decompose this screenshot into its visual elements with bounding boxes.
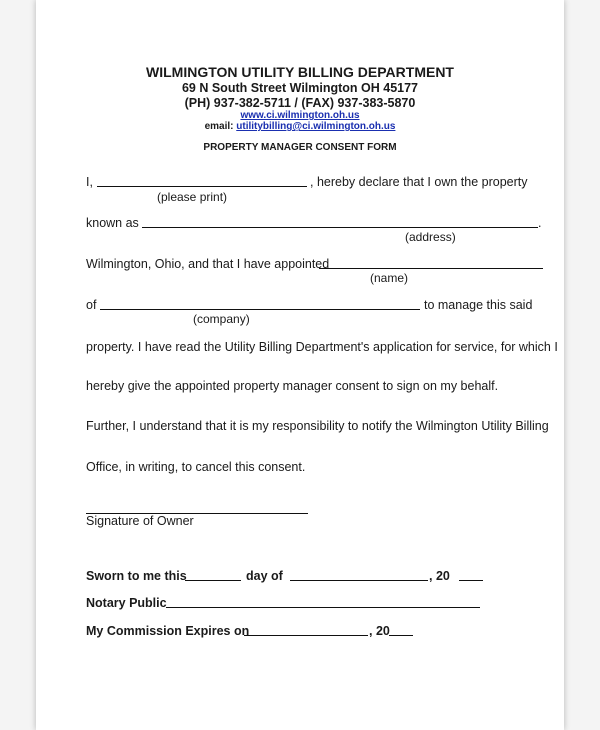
department-phone-fax: (PH) 937-382-5711 / (FAX) 937-383-5870 — [184, 96, 416, 110]
commission-date-line[interactable] — [244, 635, 368, 636]
email-label: email: — [204, 121, 234, 132]
commission-year-prefix: , 20 — [369, 624, 390, 638]
form-title: PROPERTY MANAGER CONSENT FORM — [203, 142, 397, 153]
sworn-day-line[interactable] — [185, 580, 241, 581]
notary-public-line[interactable] — [166, 607, 480, 608]
email-link[interactable]: utilitybilling@ci.wilmington.oh.us — [236, 121, 396, 132]
address-hint: (address) — [405, 230, 456, 244]
company-hint: (company) — [193, 312, 250, 326]
website-line — [36, 110, 564, 121]
signature-label: Signature of Owner — [86, 514, 194, 528]
owner-declaration: , hereby declare that I own the property — [310, 175, 528, 189]
commission-label: My Commission Expires on — [86, 624, 250, 638]
consent-paragraph-line-1: property. I have read the Utility Billing Department's application for service, for which I — [86, 340, 558, 354]
address-line[interactable] — [142, 227, 538, 228]
department-title: WILMINGTON UTILITY BILLING DEPARTMENT — [146, 64, 454, 80]
notary-public-label: Notary Public — [86, 596, 167, 610]
email-line — [36, 121, 564, 132]
name-hint: (name) — [370, 271, 409, 285]
commission-year-line[interactable] — [389, 635, 413, 636]
consent-paragraph-line-4: Office, in writing, to cancel this consent. — [86, 460, 306, 474]
sworn-year-prefix: , 20 — [429, 569, 450, 583]
owner-prefix: I, — [86, 175, 93, 189]
manager-name-line[interactable] — [319, 268, 543, 269]
owner-name-line[interactable] — [97, 186, 307, 187]
sworn-year-line[interactable] — [459, 580, 483, 581]
sworn-month-line[interactable] — [290, 580, 428, 581]
sworn-label: Sworn to me this — [86, 569, 187, 583]
department-address: 69 N South Street Wilmington OH 45177 — [181, 81, 419, 95]
company-line[interactable] — [100, 309, 420, 310]
owner-hint: (please print) — [157, 190, 228, 204]
manage-text: to manage this said — [424, 298, 533, 312]
of-label: of — [86, 298, 97, 312]
document-page: WILMINGTON UTILITY BILLING DEPARTMENT 69 N South Street Wilmington OH 45177 (PH) 937-382-5711 / (FAX) 937-383-5870 www.ci.wilmington.oh.us email: utilitybilling@ci.wilmington.oh.us PROPERTY MANAGER CONSENT FORM I, , hereby declare that I own the property (please print) known as . (address) Wilmington, Ohio, and that I have appointed (name) of to manage this said (company) property. I have read the Utility Billing Department's application for service, for which I hereby give the appointed property manager consent to sign on my behalf. Further, I understand that it is my responsibility to notify the Wilmington Utility Billing Office, in writing, to cancel this consent. Signature of Owner Sworn to me this day of , 20 Notary Public My Commission Expires on , 20 — [36, 0, 564, 730]
day-of-label: day of — [246, 569, 283, 583]
consent-paragraph-line-3: Further, I understand that it is my responsibility to notify the Wilmington Utility Billing — [86, 419, 549, 433]
consent-paragraph-line-2: hereby give the appointed property manager consent to sign on my behalf. — [86, 379, 499, 393]
website-link[interactable]: www.ci.wilmington.oh.us — [240, 110, 360, 121]
appoint-text: Wilmington, Ohio, and that I have appointed — [86, 257, 330, 271]
known-as-label: known as — [86, 216, 139, 230]
